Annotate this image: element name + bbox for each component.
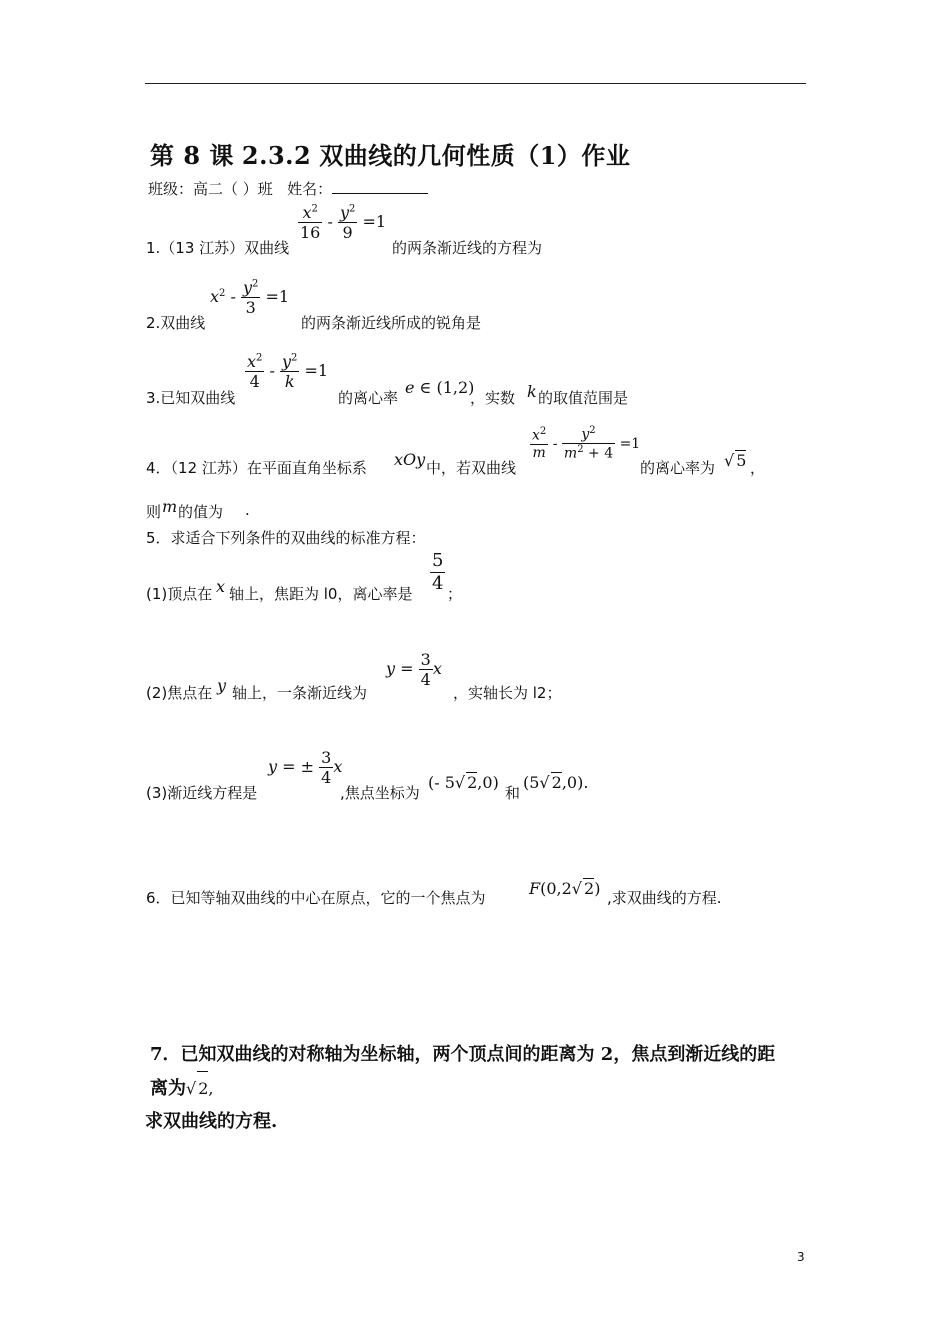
question-6-text-a: 6．已知等轴双曲线的中心在原点，它的一个焦点为 (146, 889, 486, 907)
question-5-1-b: 轴上，焦距为 l0，离心率是 (229, 585, 413, 603)
question-3-label: 3.已知双曲线 (146, 389, 236, 407)
question-4-line2-a: 则 (146, 503, 162, 521)
question-3-text-c: 的取值范围是 (538, 389, 629, 407)
question-2-text: 的两条渐近线所成的锐角是 (301, 314, 482, 332)
header-rule (145, 83, 806, 84)
question-1-text: 的两条渐近线的方程为 (392, 239, 543, 257)
sqrt-5: √ 5 (724, 451, 747, 470)
question-5-intro: 5．求适合下列条件的双曲线的标准方程： (146, 529, 426, 547)
class-name-line (148, 178, 428, 199)
class-label: 班级：高二（ ）班 (148, 180, 273, 198)
question-5-1-c: ； (447, 585, 463, 603)
question-6-text-b: ,求双曲线的方程. (607, 889, 722, 907)
question-4-line2-b: 的值为 (178, 503, 224, 521)
question-1-label: 1.（13 江苏）双曲线 (146, 239, 290, 257)
focus-formula: F(0,2√ 2) (529, 879, 601, 898)
question-4-line2-c: . (245, 501, 250, 519)
question-2-label: 2.双曲线 (146, 314, 206, 332)
variable-m: m (162, 497, 178, 516)
question-5-1-a: (1)顶点在 (146, 585, 213, 603)
fraction-5-4: $\frac{5}{4}$ (432, 550, 444, 594)
name-label: 姓名： (287, 180, 333, 198)
page-title (150, 136, 630, 171)
question-5-2-a: (2)焦点在 (146, 684, 213, 702)
question-7-line3: 求双曲线的方程. (145, 1111, 278, 1132)
question-7 (145, 1038, 776, 1138)
lesson-number: 第 8 课 (150, 141, 234, 170)
variable-x: x (216, 577, 226, 596)
question-4-text-a: 中，若双曲线 (426, 459, 517, 477)
focus-left: (- 5√ 2,0) (428, 773, 499, 792)
eccentricity-range: e ∈ (1,2) (405, 378, 475, 397)
name-blank (332, 179, 428, 194)
question-3-text-b: ，实数 (470, 389, 516, 407)
variable-k: k (527, 382, 537, 401)
asymptote-formula: y = $\frac{3}{4}$ x (386, 650, 442, 690)
question-7-line1: 7．已知双曲线的对称轴为坐标轴，两个顶点间的距离为 2，焦点到渐近线的距 (150, 1044, 776, 1065)
question-5-3-b: ,焦点坐标为 (340, 784, 420, 802)
question-2-formula: $x^2$ - $\frac{y^2}{3}$ =1 (210, 278, 290, 318)
page-number: 3 (797, 1250, 805, 1264)
focus-right: (5√ 2,0). (523, 773, 589, 792)
question-4-label: 4．（12 江苏）在平面直角坐标系 (146, 459, 367, 477)
asymptote-pm-formula: y = ± $\frac{3}{4}$ x (268, 748, 343, 788)
question-4-formula: $\frac{x^2}{m}$ - $\frac{y^2}{m^2 + 4}$ =1 (532, 425, 641, 463)
question-1-formula: $\frac{x^2}{16}$ - $\frac{y^2}{9}$ =1 (300, 203, 387, 243)
question-5-2-b: 轴上，一条渐近线为 (232, 684, 368, 702)
question-4-comma: ， (750, 459, 766, 477)
lesson-topic: 双曲线的几何性质（1）作业 (319, 141, 631, 170)
question-7-line2: 离为√ 2, (150, 1071, 775, 1105)
question-5-3-c: 和 (505, 784, 521, 802)
section-number: 2.3.2 (241, 141, 312, 170)
question-5-3-a: (3)渐近线方程是 (146, 784, 258, 802)
question-5-2-c: ，实轴长为 l2； (453, 684, 562, 702)
variable-y: y (217, 676, 227, 695)
question-4-text-b: 的离心率为 (640, 459, 716, 477)
question-3-formula: $\frac{x^2}{4}$ - $\frac{y^2}{k}$ =1 (247, 352, 329, 392)
question-3-text-a: 的离心率 (338, 389, 399, 407)
coordinate-system: xOy (394, 450, 426, 469)
